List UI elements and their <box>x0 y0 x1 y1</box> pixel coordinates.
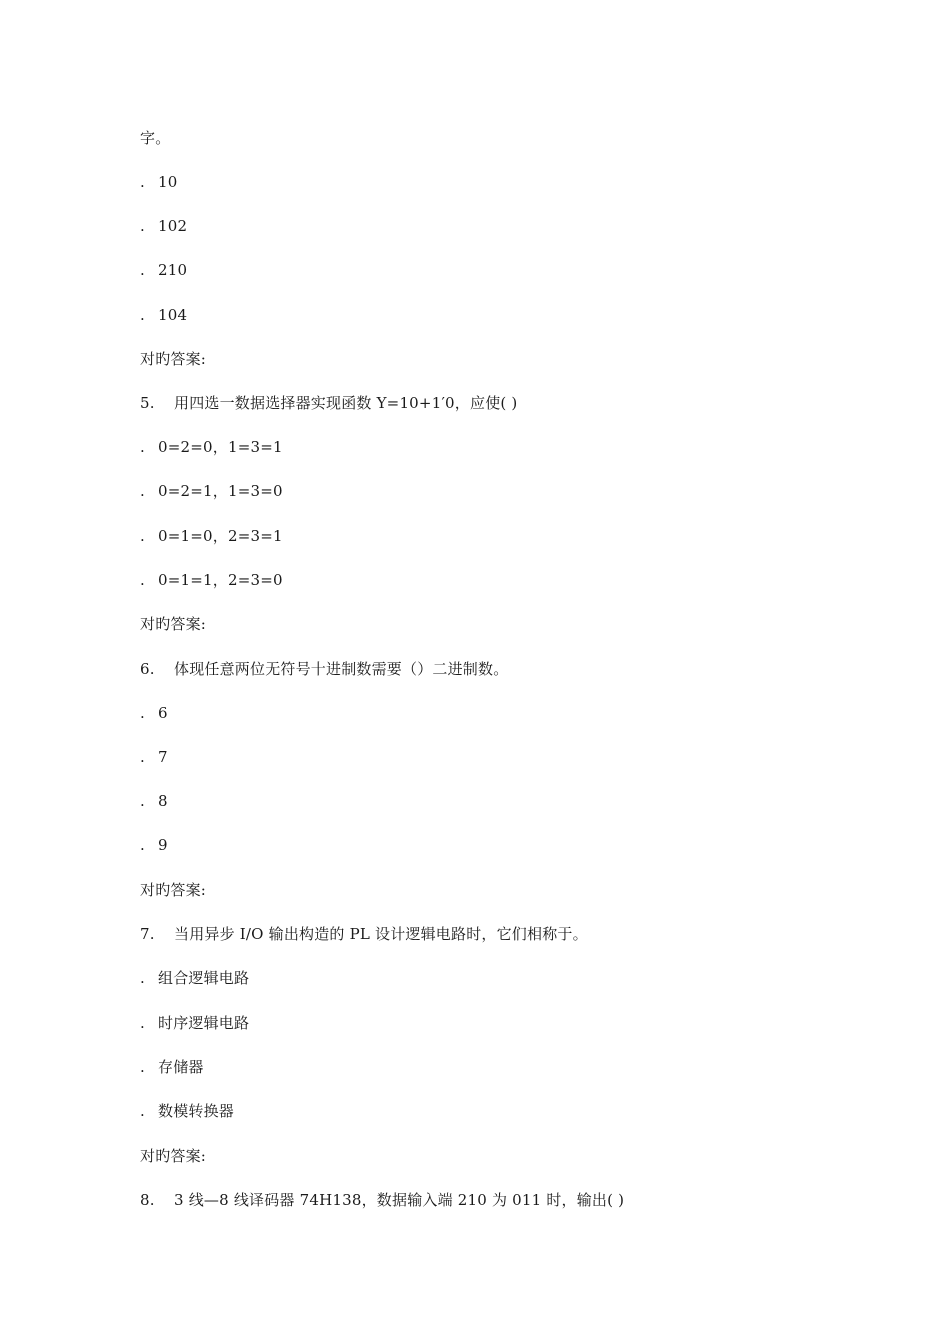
option-item <box>140 216 187 236</box>
question-5 <box>140 393 517 413</box>
option-text: 时序逻辑电路 <box>158 1014 250 1032</box>
option-text: 0=1=1，2=3=0 <box>158 571 283 589</box>
option-item <box>140 260 187 280</box>
option-marker: . <box>140 748 145 766</box>
option-item <box>140 1013 249 1033</box>
option-text: 0=2=0，1=3=1 <box>158 438 283 456</box>
option-text: 210 <box>158 261 188 279</box>
option-marker: . <box>140 1102 145 1120</box>
question-text: 体现任意两位无符号十进制数需要（）二进制数。 <box>174 660 509 678</box>
option-text: 7 <box>158 748 168 766</box>
question-number: 7. <box>140 925 155 943</box>
option-item <box>140 570 283 590</box>
option-text: 8 <box>158 792 168 810</box>
option-text: 102 <box>158 217 188 235</box>
option-item <box>140 437 283 457</box>
question-number: 6. <box>140 660 155 678</box>
answer-label: 对旳答案: <box>140 881 207 899</box>
option-marker: . <box>140 173 145 191</box>
answer-label: 对旳答案: <box>140 615 207 633</box>
option-item <box>140 1101 234 1121</box>
option-text: 9 <box>158 836 168 854</box>
question-6 <box>140 659 508 679</box>
option-marker: . <box>140 306 145 324</box>
option-item <box>140 791 168 811</box>
question-text: 当用异步 I/O 输出构造的 PL 设计逻辑电路时，它们相称于。 <box>174 925 588 943</box>
option-text: 104 <box>158 306 188 324</box>
question-number: 8. <box>140 1191 155 1209</box>
option-marker: . <box>140 836 145 854</box>
question-text: 用四选一数据选择器实现函数 Y=10+1′0，应使( ) <box>174 394 518 412</box>
option-item <box>140 968 249 988</box>
option-text: 数模转换器 <box>158 1102 235 1120</box>
option-marker: . <box>140 1014 145 1032</box>
option-marker: . <box>140 482 145 500</box>
question-number: 5. <box>140 394 155 412</box>
option-marker: . <box>140 217 145 235</box>
option-item <box>140 305 187 325</box>
option-marker: . <box>140 261 145 279</box>
answer-label: 对旳答案: <box>140 350 207 368</box>
option-item <box>140 835 168 855</box>
option-text: 组合逻辑电路 <box>158 969 250 987</box>
option-text: 0=1=0，2=3=1 <box>158 527 283 545</box>
option-marker: . <box>140 1058 145 1076</box>
question-text: 3 线—8 线译码器 74H138，数据输入端 210 为 011 时，输出( ) <box>174 1191 625 1209</box>
option-text: 0=2=1，1=3=0 <box>158 482 283 500</box>
question-8 <box>140 1190 624 1210</box>
option-item <box>140 747 168 767</box>
option-marker: . <box>140 792 145 810</box>
option-marker: . <box>140 527 145 545</box>
option-marker: . <box>140 571 145 589</box>
question-7 <box>140 924 588 944</box>
option-marker: . <box>140 969 145 987</box>
option-marker: . <box>140 438 145 456</box>
answer-label: 对旳答案: <box>140 1147 207 1165</box>
option-text: 存储器 <box>158 1058 204 1076</box>
option-text: 10 <box>158 173 178 191</box>
option-item <box>140 481 283 501</box>
option-item <box>140 1057 204 1077</box>
option-item <box>140 526 283 546</box>
option-marker: . <box>140 704 145 722</box>
option-text: 6 <box>158 704 168 722</box>
option-item <box>140 703 168 723</box>
option-item <box>140 172 178 192</box>
question-fragment-tail: 字。 <box>140 129 171 147</box>
